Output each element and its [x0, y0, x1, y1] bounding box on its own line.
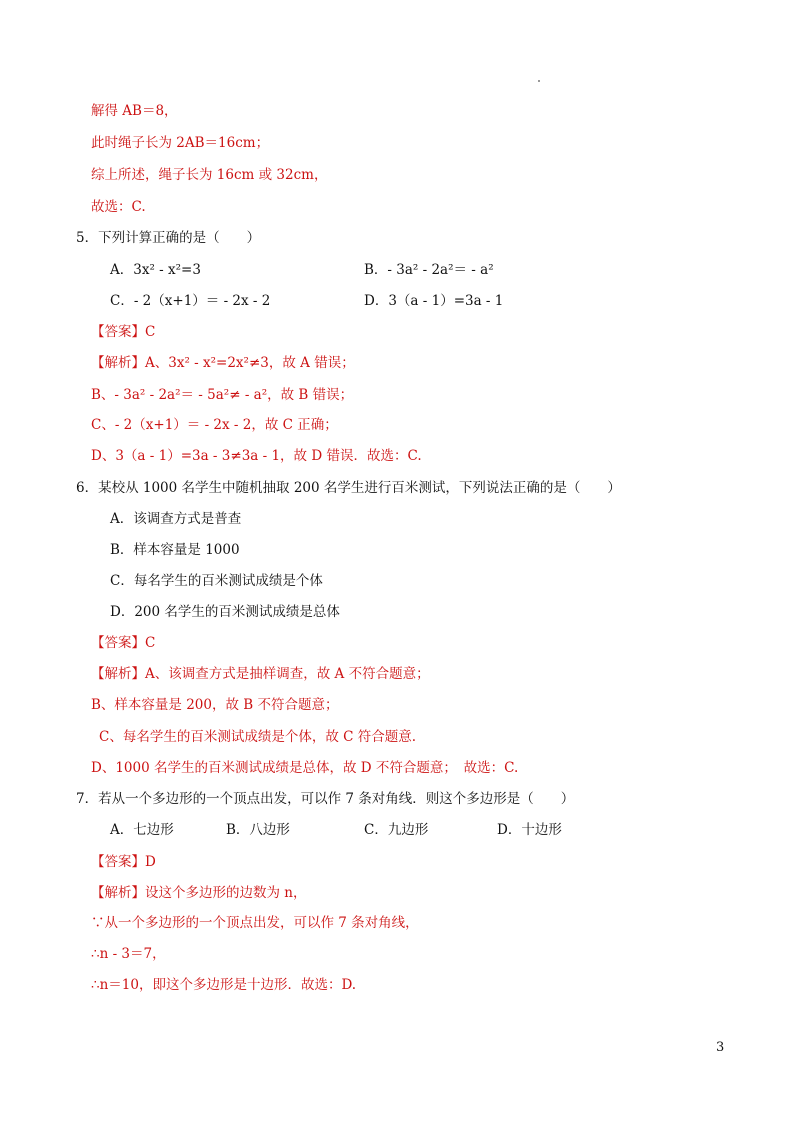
q7-stem: 7．若从一个多边形的一个顶点出发，可以作 7 条对角线．则这个多边形是（ ） [76, 791, 575, 807]
q5-option-c: C．- 2（x+1）＝ - 2x - 2 [110, 293, 271, 309]
q6-analysis-1: 【解析】A、该调查方式是抽样调查，故 A 不符合题意； [91, 666, 430, 682]
q5-answer: 【答案】C [91, 324, 156, 340]
q6-answer: 【答案】C [91, 635, 156, 651]
q6-option-a: A．该调查方式是普查 [110, 511, 242, 527]
q7-analysis-3: ∴n - 3＝7， [91, 946, 166, 962]
q7-option-b: B．八边形 [226, 822, 290, 838]
stray-dot [538, 80, 540, 82]
q6-option-b: B．样本容量是 1000 [110, 542, 240, 558]
q5-analysis-1: 【解析】A、3x² - x²=2x²≠3，故 A 错误； [91, 355, 355, 371]
q7-option-d: D．十边形 [497, 822, 562, 838]
q7-analysis-2: ∵从一个多边形的一个顶点出发，可以作 7 条对角线， [91, 915, 419, 931]
q6-stem: 6．某校从 1000 名学生中随机抽取 200 名学生进行百米测试，下列说法正确的是（ ） [76, 480, 621, 496]
q5-option-b: B．- 3a² - 2a²＝ - a² [364, 262, 494, 278]
q7-answer: 【答案】D [91, 854, 156, 870]
q5-analysis-3: C、- 2（x+1）＝ - 2x - 2，故 C 正确； [91, 417, 338, 433]
q7-analysis-4: ∴n＝10，即这个多边形是十边形．故选：D. [91, 977, 357, 993]
prev-solution-line-2: 此时绳子长为 2AB＝16cm； [91, 135, 270, 151]
q7-option-a: A．七边形 [110, 822, 174, 838]
prev-solution-line-4: 故选：C. [91, 199, 146, 215]
page-number: 3 [716, 1040, 725, 1055]
q5-analysis-2: B、- 3a² - 2a²＝ - 5a²≠ - a²，故 B 错误； [91, 387, 354, 403]
q5-option-d: D．3（a - 1）=3a - 1 [364, 293, 504, 309]
q6-option-d: D．200 名学生的百米测试成绩是总体 [110, 604, 340, 620]
prev-solution-line-3: 综上所述，绳子长为 16cm 或 32cm， [91, 167, 328, 183]
q6-analysis-2: B、样本容量是 200，故 B 不符合题意； [91, 697, 339, 713]
q5-stem: 5．下列计算正确的是（ ） [76, 230, 261, 246]
q6-analysis-4: D、1000 名学生的百米测试成绩是总体，故 D 不符合题意； 故选：C. [91, 760, 519, 776]
prev-solution-line-1: 解得 AB＝8， [91, 103, 178, 119]
q7-analysis-1: 【解析】设这个多边形的边数为 n， [91, 885, 307, 901]
q5-option-a: A．3x² - x²=3 [110, 262, 201, 278]
q5-analysis-4: D、3（a - 1）=3a - 3≠3a - 1，故 D 错误．故选：C. [91, 448, 422, 464]
q6-analysis-3: C、每名学生的百米测试成绩是个体，故 C 符合题意. [99, 729, 417, 745]
q6-option-c: C．每名学生的百米测试成绩是个体 [110, 573, 323, 589]
q7-option-c: C．九边形 [364, 822, 429, 838]
